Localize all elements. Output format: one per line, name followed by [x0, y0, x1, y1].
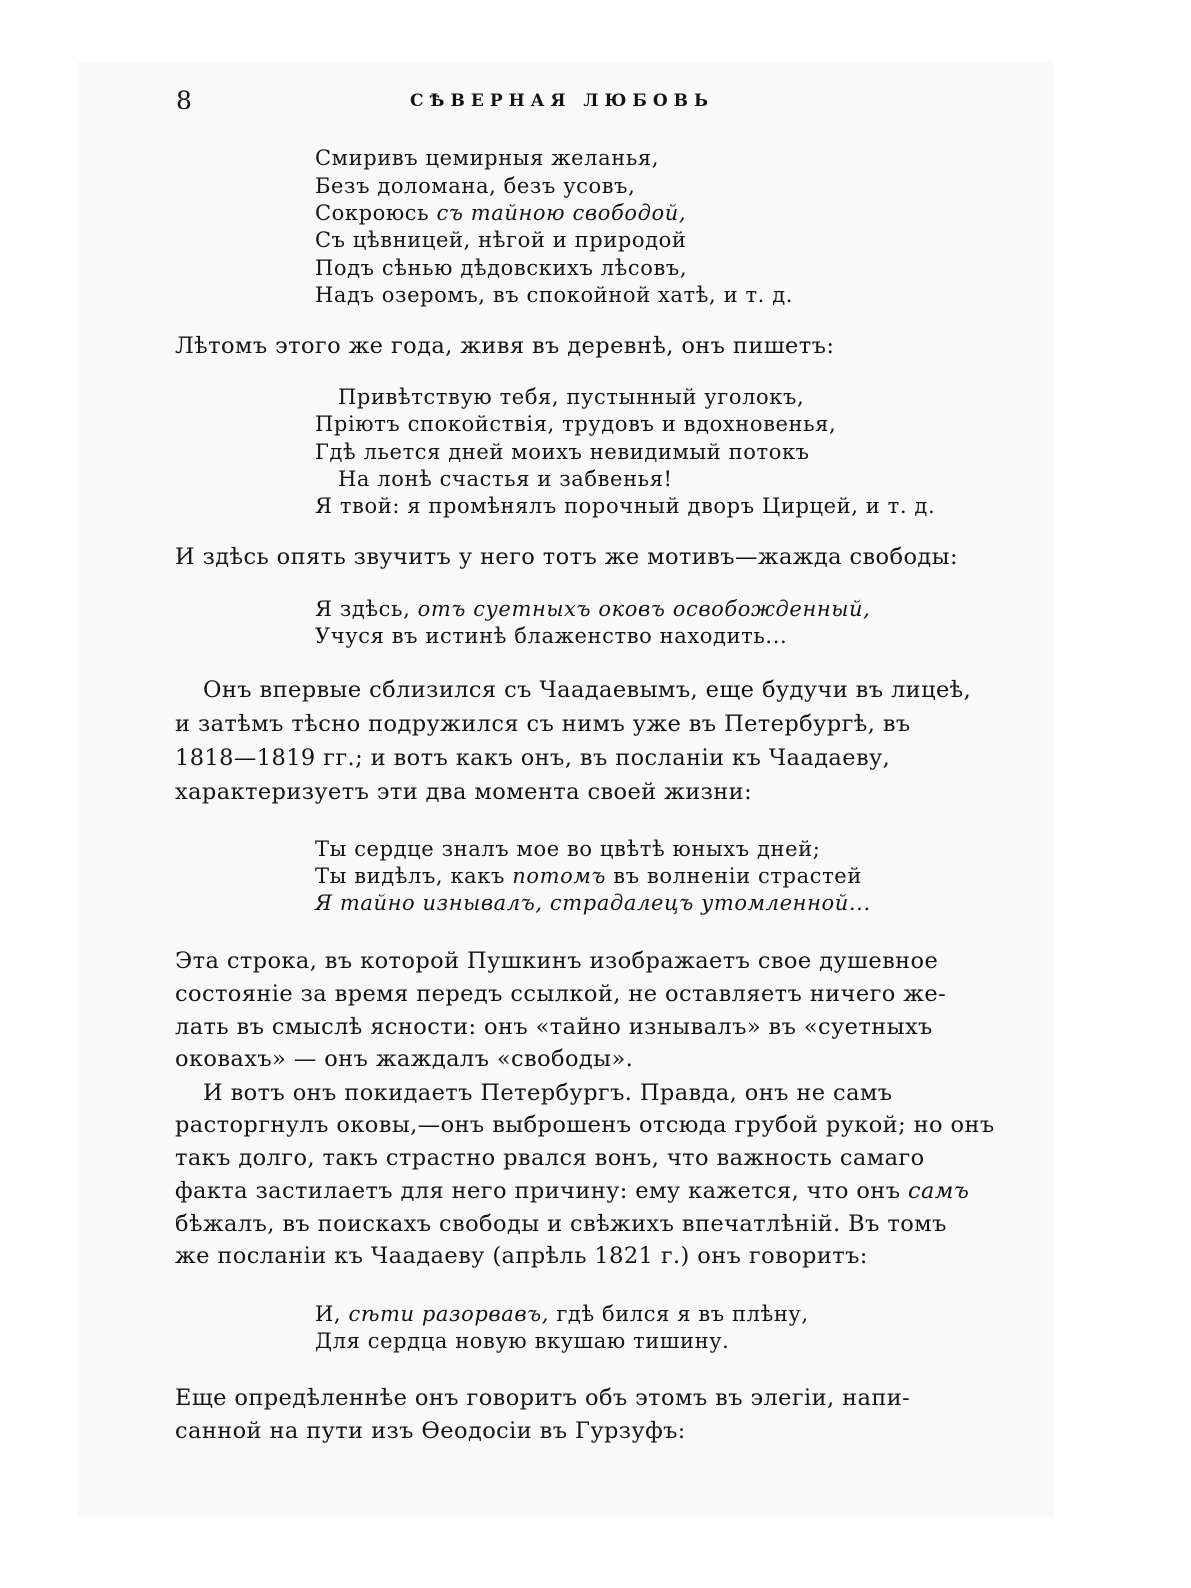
text-line: характеризуетъ эти два момента своей жизни:	[175, 779, 753, 805]
text-line: лать въ смыслѣ ясности: онъ «тайно изнывалъ» въ «суетныхъ	[175, 1014, 933, 1040]
verse-line: И, сѣти разорвавъ, гдѣ бился я въ плѣну,	[315, 1302, 809, 1326]
text-line: же посланіи къ Чаадаеву (апрѣль 1821 г.) онъ говоритъ:	[175, 1243, 868, 1269]
verse-line: Смиривъ цемирныя желанья,	[315, 146, 659, 170]
verse-line: Подъ сѣнью дѣдовскихъ лѣсовъ,	[315, 256, 688, 280]
text-line: бѣжалъ, въ поискахъ свободы и свѣжихъ впечатлѣній. Въ томъ	[175, 1211, 947, 1237]
text-line: расторгнулъ оковы,—онъ выброшенъ отсюда грубой рукой; но онъ	[175, 1112, 995, 1138]
verse-line: Учуся въ истинѣ блаженство находить...	[315, 624, 788, 648]
text-line: И здѣсь опять звучитъ у него тотъ же мотивъ—жажда свободы:	[175, 544, 958, 570]
running-title: СѢВЕРНАЯ ЛЮБОВЬ	[410, 91, 715, 111]
verse-line: На лонѣ счастья и забвенья!	[338, 467, 673, 491]
verse-line: Съ цѣвницей, нѣгой и природой	[315, 228, 687, 252]
text-line: и затѣмъ тѣсно подружился съ нимъ уже въ Петербургѣ, въ	[175, 711, 911, 737]
verse-line: Привѣтствую тебя, пустынный уголокъ,	[338, 385, 805, 409]
italic-text: Я тайно изнывалъ, страдалецъ утомленной...	[315, 891, 871, 915]
italic-text: сѣти разорвавъ,	[348, 1302, 550, 1326]
text-line: состояніе за время передъ ссылкой, не оставляетъ ничего же-	[175, 981, 947, 1007]
verse-line: Я твой: я промѣнялъ порочный дворъ Цирцей, и т. д.	[315, 494, 936, 518]
text-line: оковахъ» — онъ жаждалъ «свободы».	[175, 1046, 634, 1072]
verse-line: Надъ озеромъ, въ спокойной хатѣ, и т. д.	[315, 283, 794, 307]
page-number: 8	[176, 86, 192, 115]
verse-line: Гдѣ льется дней моихъ невидимый потокъ	[315, 440, 810, 464]
text-line: 1818—1819 гг.; и вотъ какъ онъ, въ посланіи къ Чаадаеву,	[175, 745, 891, 771]
text-line: такъ долго, такъ страстно рвался вонъ, что важность самаго	[175, 1145, 925, 1171]
verse-line: Пріютъ спокойствія, трудовъ и вдохновенья,	[315, 412, 837, 436]
text-line: факта застилаетъ для него причину: ему кажется, что онъ самъ	[175, 1178, 970, 1204]
verse-line: Я здѣсь, отъ суетныхъ оковъ освобожденный,	[315, 597, 871, 621]
italic-text: съ тайною свободой,	[436, 201, 687, 225]
text-line: Лѣтомъ этого же года, живя въ деревнѣ, онъ пишетъ:	[175, 333, 835, 359]
text-line: Еще опредѣленнѣе онъ говоритъ объ этомъ въ элегіи, напи-	[175, 1385, 911, 1411]
verse-line: Ты видѣлъ, какъ потомъ въ волненіи страстей	[315, 864, 862, 888]
text-line: санной на пути изъ Ѳеодосіи въ Гурзуфъ:	[175, 1418, 686, 1444]
text-line: Онъ впервые сблизился съ Чаадаевымъ, еще будучи въ лицеѣ,	[203, 677, 972, 703]
verse-line: Ты сердце зналъ мое во цвѣтѣ юныхъ дней;	[315, 837, 821, 861]
verse-line	[315, 891, 871, 915]
text-line: И вотъ онъ покидаетъ Петербургъ. Правда, онъ не самъ	[203, 1080, 893, 1106]
verse-line: Сокроюсь съ тайною свободой,	[315, 201, 687, 225]
italic-text: самъ	[907, 1178, 970, 1204]
verse-line: Безъ доломана, безъ усовъ,	[315, 174, 636, 198]
italic-text: отъ суетныхъ оковъ освобожденный,	[417, 597, 871, 621]
verse-line: Для сердца новую вкушаю тишину.	[315, 1329, 730, 1353]
text-line: Эта строка, въ которой Пушкинъ изображаетъ свое душевное	[175, 948, 939, 974]
italic-text: потомъ	[512, 864, 607, 888]
